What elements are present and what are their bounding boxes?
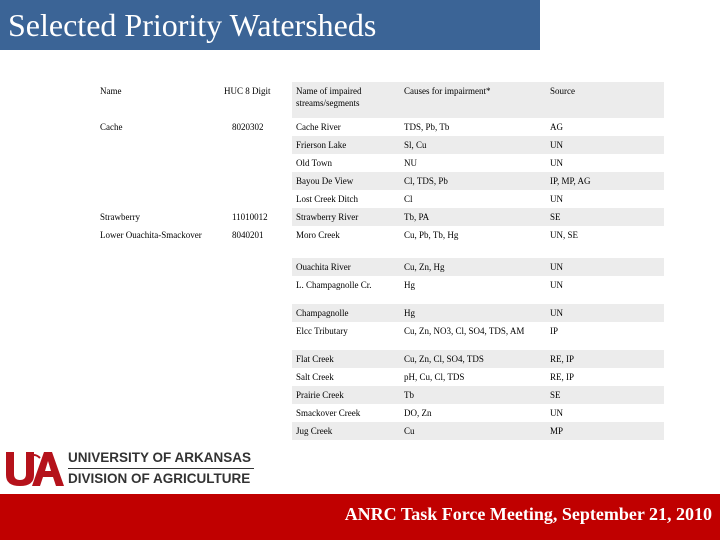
logo-divider <box>68 468 254 469</box>
cell-causes: Cl, TDS, Pb <box>400 172 546 190</box>
cell-name <box>96 276 220 304</box>
cell-causes: NU <box>404 158 417 168</box>
cell-source: SE <box>546 208 664 226</box>
table-row <box>96 136 664 154</box>
cell-stream: Prairie Creek <box>292 386 400 404</box>
cell-source: UN <box>550 408 563 418</box>
cell-stream: Cache River <box>296 122 341 132</box>
cell-causes: TDS, Pb, Tb <box>404 122 450 132</box>
cell-causes: Tb <box>400 386 546 404</box>
footer-text: ANRC Task Force Meeting, September 21, 2010 <box>344 504 712 524</box>
table-row <box>96 350 664 368</box>
header-source: Source <box>546 82 664 118</box>
cell-name <box>96 386 220 404</box>
cell-stream: Elcc Tributary <box>296 326 348 336</box>
huc-code: 8040201 <box>232 230 264 240</box>
cell-huc <box>220 136 292 154</box>
cell-source: SE <box>546 386 664 404</box>
table-row <box>96 404 664 422</box>
cell-stream: L. Champagnolle Cr. <box>296 280 372 290</box>
table-row <box>96 154 664 172</box>
cell-stream: Salt Creek <box>296 372 334 382</box>
cell-causes: Cu <box>400 422 546 440</box>
cell-causes: Cl <box>404 194 413 204</box>
logo-text <box>68 449 254 488</box>
cell-huc <box>220 276 292 304</box>
cell-source: UN, SE <box>550 230 579 240</box>
cell-source: UN <box>550 158 563 168</box>
table-row <box>96 258 664 276</box>
page-title: Selected Priority Watersheds <box>8 7 377 43</box>
cell-huc <box>220 304 292 322</box>
header-causes: Causes for impairment* <box>400 82 546 118</box>
cell-source: IP, MP, AG <box>546 172 664 190</box>
cell-source: AG <box>550 122 563 132</box>
cell-huc <box>220 190 292 208</box>
cell-huc <box>220 226 292 258</box>
table-header-row <box>96 82 664 118</box>
university-logo <box>0 444 260 490</box>
table-row <box>96 322 664 350</box>
cell-name <box>96 322 220 350</box>
watersheds-table <box>96 82 664 440</box>
cell-causes: Cu, Zn, NO3, Cl, SO4, TDS, AM <box>404 326 525 336</box>
cell-name <box>96 190 220 208</box>
cell-name <box>96 422 220 440</box>
cell-huc <box>220 368 292 386</box>
cell-name <box>96 172 220 190</box>
cell-source: IP <box>550 326 559 336</box>
cell-causes: pH, Cu, Cl, TDS <box>404 372 465 382</box>
table-row <box>96 208 664 226</box>
cell-causes: DO, Zn <box>404 408 432 418</box>
cell-source: UN <box>546 304 664 322</box>
cell-stream: Smackover Creek <box>296 408 361 418</box>
cell-huc <box>220 154 292 172</box>
cell-source: RE, IP <box>546 350 664 368</box>
cell-stream: Bayou De View <box>292 172 400 190</box>
huc-code: 11010012 <box>232 212 268 222</box>
table-row <box>96 226 664 258</box>
cell-causes: Cu, Zn, Cl, SO4, TDS <box>400 350 546 368</box>
cell-name <box>96 404 220 422</box>
cell-huc <box>220 422 292 440</box>
table-row <box>96 118 664 136</box>
cell-causes: Hg <box>404 280 415 290</box>
cell-stream: Jug Creek <box>292 422 400 440</box>
cell-stream: Frierson Lake <box>292 136 400 154</box>
cell-name <box>96 368 220 386</box>
logo-line-university: UNIVERSITY OF ARKANSAS <box>68 450 252 465</box>
cell-stream: Champagnolle <box>292 304 400 322</box>
cell-huc <box>220 258 292 276</box>
cell-causes: Cu, Zn, Hg <box>400 258 546 276</box>
cell-source: RE, IP <box>550 372 575 382</box>
cell-source: MP <box>546 422 664 440</box>
cell-source: UN <box>550 280 563 290</box>
cell-causes: Hg <box>400 304 546 322</box>
table-row <box>96 304 664 322</box>
cell-source: UN <box>550 194 563 204</box>
cell-source: UN <box>546 258 664 276</box>
cell-name <box>96 136 220 154</box>
cell-huc <box>220 404 292 422</box>
ua-logo-icon <box>4 448 68 488</box>
cell-huc <box>220 118 292 136</box>
cell-name <box>96 350 220 368</box>
cell-stream: Strawberry River <box>292 208 400 226</box>
cell-stream: Ouachita River <box>292 258 400 276</box>
header-huc: HUC 8 Digit <box>220 82 292 118</box>
header-streams: Name of impaired streams/segments <box>292 82 400 118</box>
cell-name: Lower Ouachita-Smackover <box>100 230 202 240</box>
cell-huc <box>220 350 292 368</box>
footer-bar <box>0 494 720 540</box>
cell-stream: Old Town <box>296 158 332 168</box>
huc-code: 8020302 <box>232 122 264 132</box>
cell-causes: Tb, PA <box>400 208 546 226</box>
cell-name <box>96 154 220 172</box>
cell-stream: Flat Creek <box>292 350 400 368</box>
table-row <box>96 190 664 208</box>
cell-name <box>96 304 220 322</box>
cell-stream: Moro Creek <box>296 230 340 240</box>
cell-name: Cache <box>100 122 123 132</box>
table-row <box>96 368 664 386</box>
cell-name: Strawberry <box>100 212 140 222</box>
cell-huc <box>220 208 292 226</box>
cell-huc <box>220 386 292 404</box>
title-bar <box>0 0 540 50</box>
cell-source: UN <box>546 136 664 154</box>
cell-huc <box>220 172 292 190</box>
table-row <box>96 422 664 440</box>
cell-name <box>96 258 220 276</box>
cell-causes: Cu, Pb, Tb, Hg <box>404 230 459 240</box>
cell-huc <box>220 322 292 350</box>
cell-stream: Lost Creek Ditch <box>296 194 358 204</box>
table-row <box>96 172 664 190</box>
logo-line-division: DIVISION OF AGRICULTURE <box>68 471 251 486</box>
cell-causes: Sl, Cu <box>400 136 546 154</box>
table-row <box>96 276 664 304</box>
header-name: Name <box>96 82 220 118</box>
table-row <box>96 386 664 404</box>
